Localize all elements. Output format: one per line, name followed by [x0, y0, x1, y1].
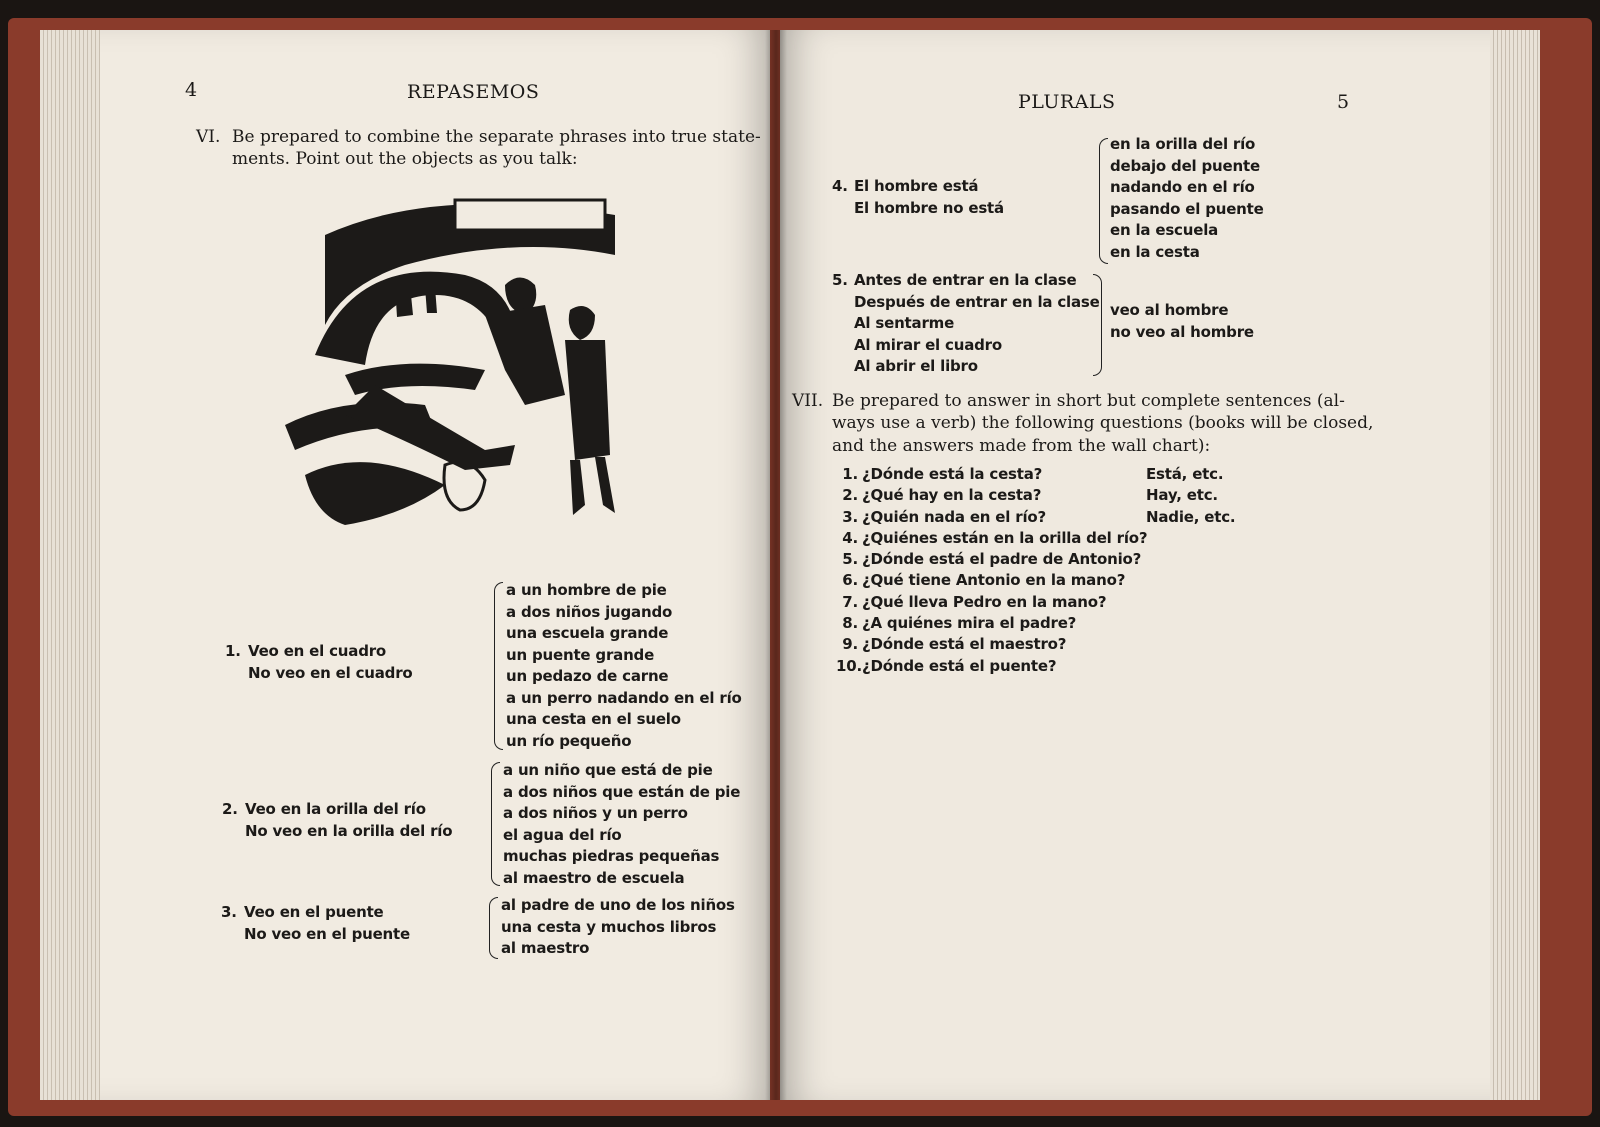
group-1-subject: Veo en el cuadro	[248, 642, 387, 660]
group-4-option: pasando el puente	[1110, 199, 1264, 218]
question-text: ¿Qué lleva Pedro en la mano?	[862, 592, 1107, 611]
group-2-brace	[491, 762, 500, 886]
book-gutter	[765, 30, 787, 1100]
question-text: ¿Dónde está el maestro?	[862, 635, 1067, 654]
group-2-option: a dos niños y un perro	[503, 804, 688, 822]
group-1-subjects	[248, 641, 413, 684]
question-text: ¿Dónde está el padre de Antonio?	[862, 550, 1142, 569]
woodcut-illustration	[285, 195, 635, 555]
question-number: 1.	[842, 465, 858, 483]
right-page-edges	[1490, 30, 1540, 1100]
answer-hint: Nadie, etc.	[1146, 507, 1236, 526]
group-3-brace	[489, 897, 498, 959]
question-number: 8.	[842, 614, 858, 633]
group-5-option: no veo al hombre	[1110, 322, 1254, 341]
group-1-number: 1.	[225, 642, 241, 660]
group-2-option: a un niño que está de pie	[503, 761, 713, 779]
group-5-subject: Antes de entrar en la clase	[854, 271, 1077, 289]
group-4-options	[1110, 134, 1264, 263]
group-2-option: el agua del río	[503, 825, 622, 844]
group-3-subject: No veo en el puente	[244, 924, 410, 943]
group-2-options	[503, 760, 740, 889]
group-4-brace	[1099, 138, 1108, 264]
group-4-subjects	[854, 176, 1004, 219]
group-2-number: 2.	[222, 800, 238, 818]
group-4-option: en la orilla del río	[1110, 135, 1256, 153]
question-number: 2.	[842, 486, 858, 505]
group-1-option: un puente grande	[506, 645, 655, 664]
question-number: 10.	[836, 656, 862, 675]
section-vi-line2: ments. Point out the objects as you talk:	[232, 149, 578, 169]
group-3-options	[501, 895, 735, 960]
group-5-subjects	[854, 270, 1100, 378]
group-1-brace	[494, 582, 503, 750]
question-text: ¿Dónde está la cesta?	[862, 465, 1043, 483]
question-number: 7.	[842, 592, 858, 611]
group-2-option: muchas piedras pequeñas	[503, 847, 720, 865]
group-3-option: al padre de uno de los niños	[501, 896, 735, 914]
question-text: ¿Qué tiene Antonio en la mano?	[862, 571, 1126, 590]
group-2-subject: Veo en la orilla del río	[245, 800, 426, 818]
group-2-subject: No veo en la orilla del río	[245, 821, 453, 840]
group-4-option: en la escuela	[1110, 221, 1219, 239]
question-number: 4.	[842, 528, 858, 547]
left-page-edges	[40, 30, 100, 1100]
group-2-option: a dos niños que están de pie	[503, 782, 741, 801]
group-4-subject: El hombre no está	[854, 198, 1004, 217]
right-running-head: PLURALS	[1018, 91, 1116, 113]
question-text: ¿Dónde está el puente?	[862, 656, 1057, 675]
question-number: 6.	[842, 571, 858, 590]
group-1-subject: No veo en el cuadro	[248, 663, 413, 682]
group-5-subject: Al mirar el cuadro	[854, 335, 1002, 354]
section-vii-line2: ways use a verb) the following questions (books will be closed,	[832, 413, 1374, 433]
question-text: ¿A quiénes mira el padre?	[862, 614, 1077, 633]
group-1-options	[506, 580, 742, 752]
group-3-option: al maestro	[501, 939, 590, 957]
answer-hint: Hay, etc.	[1146, 486, 1218, 505]
group-2-option: al maestro de escuela	[503, 868, 685, 887]
group-1-option: una escuela grande	[506, 624, 669, 642]
section-vii-line3: and the answers made from the wall chart):	[832, 436, 1211, 456]
group-3-subjects	[244, 902, 410, 945]
group-3-subject: Veo en el puente	[244, 903, 384, 921]
group-4-option: nadando en el río	[1110, 178, 1255, 196]
group-5-options	[1110, 300, 1254, 343]
group-4-option: debajo del puente	[1110, 156, 1260, 175]
question-text: ¿Quién nada en el río?	[862, 507, 1046, 526]
question-number: 9.	[842, 635, 858, 654]
group-3-option: una cesta y muchos libros	[501, 917, 717, 936]
group-3-number: 3.	[221, 903, 237, 921]
group-5-subject: Al sentarme	[854, 314, 955, 332]
section-vii-line1: Be prepared to answer in short but complete sentences (al-	[832, 391, 1345, 411]
question-number: 3.	[842, 507, 858, 526]
group-5-subject: Después de entrar en la clase	[854, 292, 1100, 311]
group-1-option: una cesta en el suelo	[506, 710, 681, 728]
group-1-option: a dos niños jugando	[506, 602, 673, 621]
group-5-option: veo al hombre	[1110, 301, 1229, 319]
question-text: ¿Quiénes están en la orilla del río?	[862, 528, 1148, 547]
group-1-option: un pedazo de carne	[506, 667, 669, 685]
group-4-subject: El hombre está	[854, 177, 979, 195]
group-1-option: un río pequeño	[506, 731, 632, 750]
group-1-option: a un perro nadando en el río	[506, 688, 742, 707]
group-2-subjects	[245, 799, 452, 842]
section-vii-numeral: VII.	[792, 391, 824, 411]
left-page-number: 4	[185, 79, 198, 101]
group-5-brace	[1093, 274, 1102, 376]
left-running-head: REPASEMOS	[407, 81, 540, 103]
section-vi-line1: Be prepared to combine the separate phrases into true state-	[232, 127, 761, 147]
group-5-number: 5.	[832, 271, 848, 289]
group-5-subject: Al abrir el libro	[854, 357, 978, 375]
group-1-option: a un hombre de pie	[506, 581, 667, 599]
section-vi-numeral: VI.	[196, 127, 221, 147]
group-4-option: en la cesta	[1110, 242, 1200, 261]
answer-hint: Está, etc.	[1146, 465, 1224, 483]
right-page-number: 5	[1337, 91, 1350, 113]
group-4-number: 4.	[832, 177, 848, 195]
question-text: ¿Qué hay en la cesta?	[862, 486, 1042, 505]
question-number: 5.	[842, 550, 858, 569]
